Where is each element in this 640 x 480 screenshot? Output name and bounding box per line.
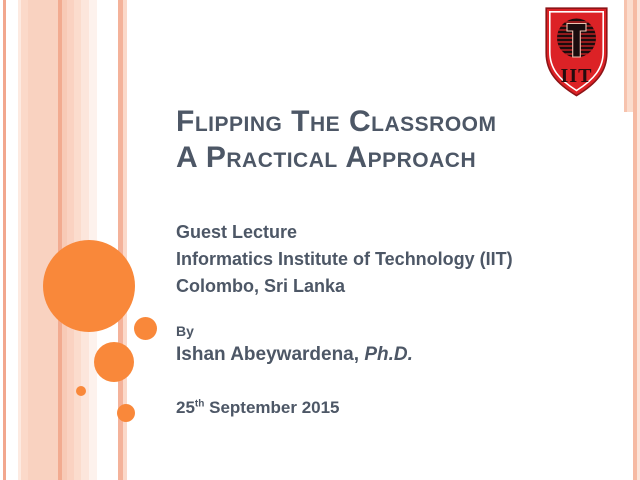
stripe [3, 0, 6, 480]
author-degree: Ph.D. [364, 344, 413, 365]
slide-subtitle [176, 219, 616, 300]
decorative-circle-large [43, 240, 135, 332]
author-name: Ishan Abeywardena, [176, 344, 360, 365]
subtitle-line-lecture: Guest Lecture [176, 222, 298, 242]
date-line [176, 398, 340, 418]
stripe [28, 0, 58, 480]
iit-logo [545, 7, 608, 97]
date-day: 25 [176, 398, 195, 417]
slide-title-line2: A Practical Approach [176, 141, 477, 174]
subtitle-line-location: Colombo, Sri Lanka [176, 276, 346, 296]
decorative-circle-small [117, 404, 135, 422]
author-line [176, 344, 413, 366]
decorative-circle-medium [94, 342, 134, 382]
date-rest: September 2015 [209, 398, 340, 417]
stripe [67, 0, 74, 480]
decorative-circle-tiny [76, 386, 86, 396]
logo-monogram: IIT [560, 65, 593, 87]
subtitle-line-institution: Informatics Institute of Technology (IIT) [176, 249, 513, 269]
slide-title [176, 104, 626, 176]
decorative-circle-small [134, 317, 157, 340]
stripe [21, 0, 28, 480]
stripe [624, 0, 627, 112]
date-ordinal: th [194, 398, 205, 410]
byline-label: By [176, 323, 194, 339]
slide-title-line1: Flipping The Classroom [176, 105, 497, 138]
